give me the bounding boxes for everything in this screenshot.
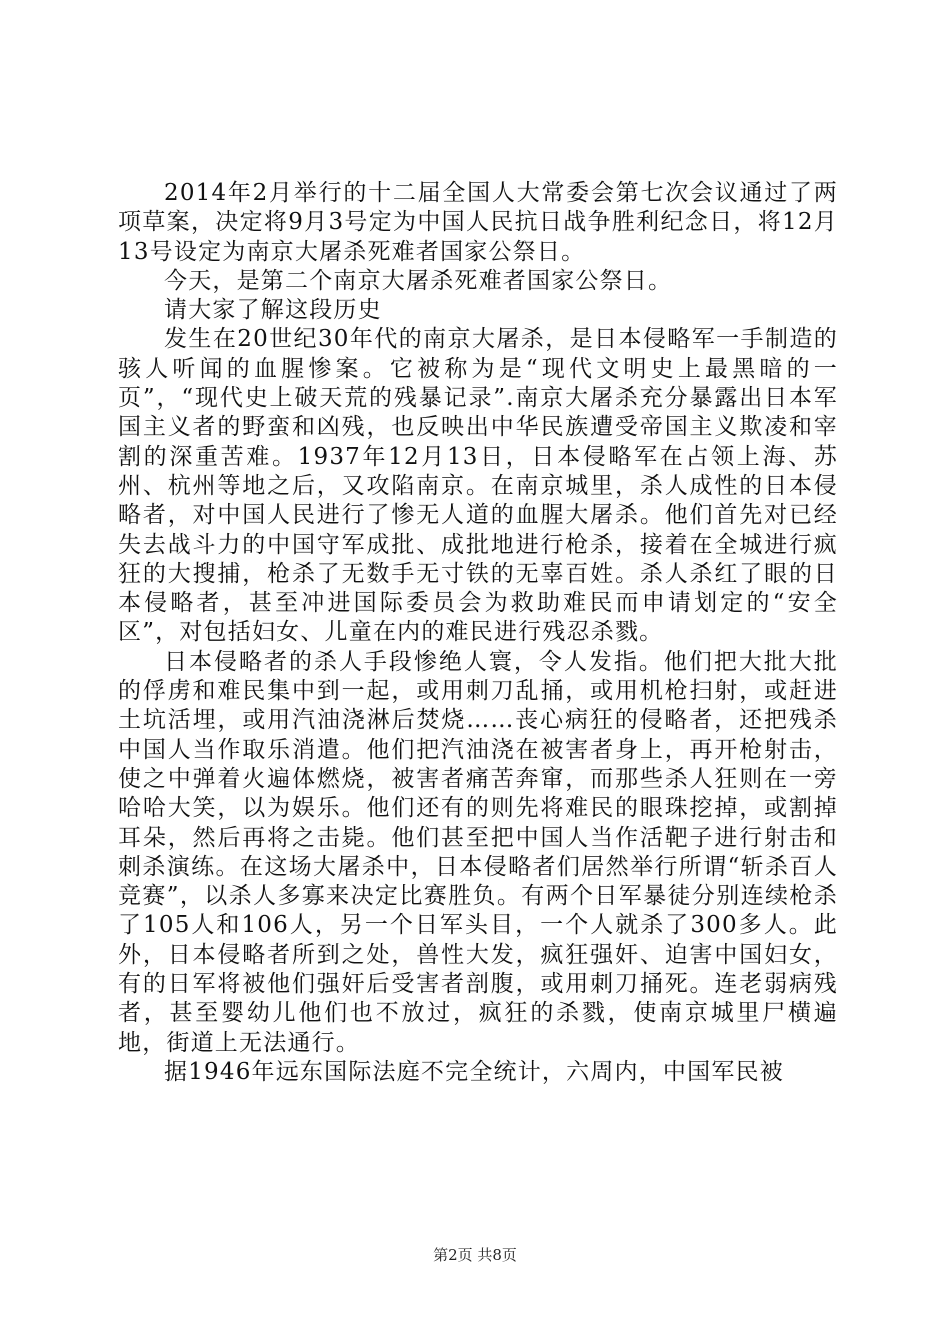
paragraph-3: 请大家了解这段历史 bbox=[164, 297, 382, 324]
paragraph-5: 日本侵略者的杀人手段惨绝人寰，令人发指。他们把大批大批的俘虏和难民集中到一起，或用刺刀乱捅，或用机枪扫射，或赶进土坑活埋，或用汽油浇淋后焚烧……丧心病狂的侵略者，还把残杀中国人当作取乐消遣。他们把汽油浇在被害者身上，再开枪射击，使之中弹着火遍体燃烧，被害者痛苦奔窜，而那些杀人狂则在一旁哈哈大笑，以为娱乐。他们还有的则先将难民的眼珠挖掉，或割掉耳朵，然后再将之击毙。他们甚至把中国人当作活靶子进行射击和刺杀演练。在这场大屠杀中，日本侵略者们居然举行所谓“斩杀百人竞赛”，以杀人多寡来决定比赛胜负。有两个日军暴徒分别连续枪杀了105人和106人，另一个日军头目，一个人就杀了300多人。此外，日本侵略者所到之处，兽性大发，疯狂强奸、迫害中国妇女，有的日军将被他们强奸后受害者剖腹，或用刺刀捅死。连老弱病残者，甚至婴幼儿他们也不放过，疯狂的杀戮，使南京城里尸横遍地，街道上无法通行。 bbox=[118, 648, 838, 1056]
paragraph-2: 今天，是第二个南京大屠杀死难者国家公祭日。 bbox=[164, 267, 673, 294]
document-body bbox=[118, 179, 838, 1087]
paragraph-1: 2014年2月举行的十二届全国人大常委会第七次会议通过了两项草案，决定将9月3号定为中国人民抗日战争胜利纪念日，将12月13号设定为南京大屠杀死难者国家公祭日。 bbox=[118, 180, 838, 265]
paragraph-6: 据1946年远东国际法庭不完全统计，六周内，中国军民被 bbox=[164, 1058, 784, 1085]
page-number-footer: 第2页 共8页 bbox=[433, 1246, 517, 1264]
paragraph-4: 发生在20世纪30年代的南京大屠杀，是日本侵略军一手制造的骇人听闻的血腥惨案。它被称为是“现代文明史上最黑暗的一页”，“现代史上破天荒的残暴记录”.南京大屠杀充分暴露出日本军国主义者的野蛮和凶残，也反映出中华民族遭受帝国主义欺凌和宰割的深重苦难。1937年12月13日，日本侵略军在占领上海、苏州、杭州等地之后，又攻陷南京。在南京城里，杀人成性的日本侵略者，对中国人民进行了惨无人道的血腥大屠杀。他们首先对已经失去战斗力的中国守军成批、成批地进行枪杀，接着在全城进行疯狂的大搜捕，枪杀了无数手无寸铁的无辜百姓。杀人杀红了眼的日本侵略者，甚至冲进国际委员会为救助难民而申请划定的“安全区”，对包括妇女、儿童在内的难民进行残忍杀戮。 bbox=[118, 326, 838, 646]
